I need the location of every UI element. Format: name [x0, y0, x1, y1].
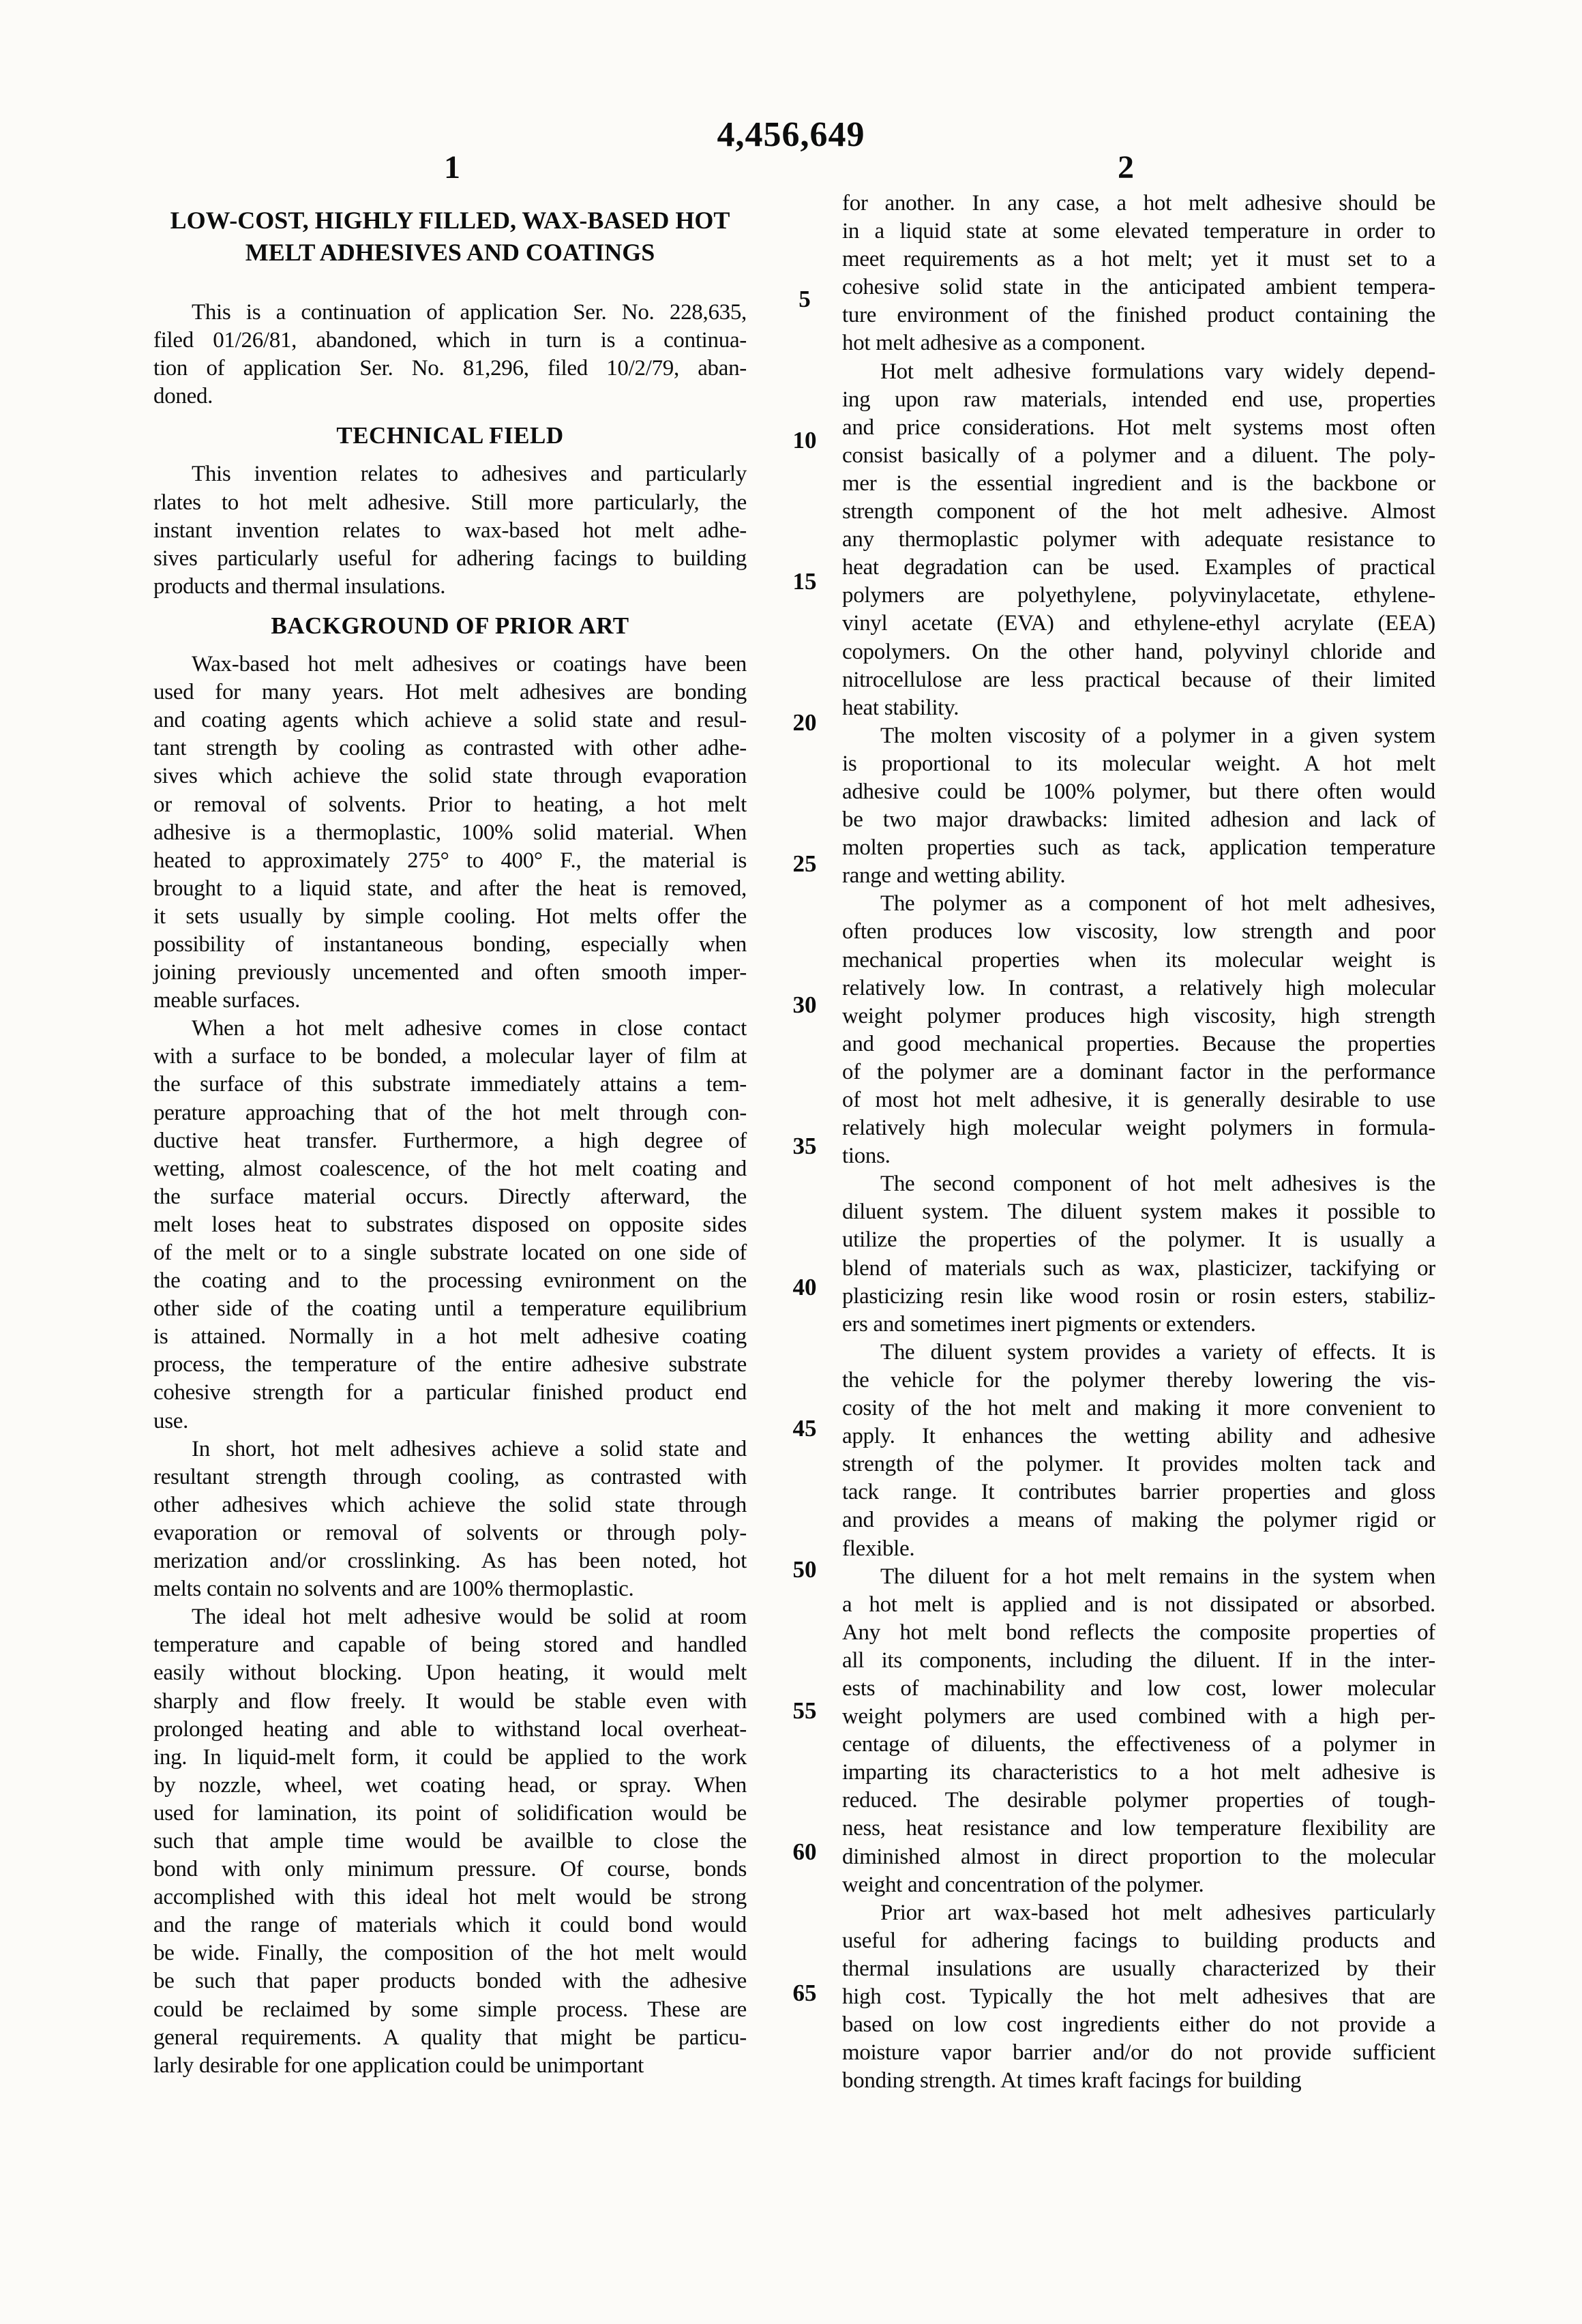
- gutter-line-number: 35: [792, 1133, 817, 1159]
- gutter-line-number: 60: [792, 1838, 817, 1865]
- text-line: This is a continuation of application Ser. No. 228,635,: [192, 300, 747, 325]
- text-line: diminished almost in direct proportion to the molecular: [842, 1844, 1435, 1869]
- text-line: This invention relates to adhesives and particularly: [192, 462, 747, 487]
- invention-title: [153, 205, 747, 269]
- text-line: rlates to hot melt adhesive. Still more particularly, the: [153, 490, 747, 515]
- text-line: heat degradation can be used. Examples of practical: [842, 555, 1435, 580]
- text-line: heat stability.: [842, 695, 959, 720]
- text-line: melt loses heat to substrates disposed on opposite sides: [153, 1212, 747, 1237]
- text-line: sharply and flow freely. It would be stable even with: [153, 1688, 747, 1714]
- text-line: based on low cost ingredients either do not provide a: [842, 2012, 1435, 2038]
- text-line: adhesive is a thermoplastic, 100% solid material. When: [153, 820, 747, 845]
- text-line: tack range. It contributes barrier properties and gloss: [842, 1480, 1435, 1505]
- text-line: used for lamination, its point of solidification would be: [153, 1800, 747, 1826]
- text-line: tions.: [842, 1144, 891, 1169]
- text-line: apply. It enhances the wetting ability and adhesive: [842, 1424, 1435, 1449]
- text-line: and coating agents which achieve a solid state and resul-: [153, 708, 747, 733]
- text-line: molten properties such as tack, application temperature: [842, 835, 1435, 861]
- text-line: tant strength by cooling as contrasted with other adhe-: [153, 736, 747, 761]
- paragraph: [842, 1899, 1435, 2096]
- text-line: prolonged heating and able to withstand local overheat-: [153, 1716, 747, 1742]
- text-line: often produces low viscosity, low strength and poor: [842, 919, 1435, 944]
- text-line: and price considerations. Hot melt systems most often: [842, 415, 1435, 440]
- patent-number: 4,456,649: [717, 115, 865, 154]
- text-line: filed 01/26/81, abandoned, which in turn is a continua-: [153, 328, 747, 353]
- text-line: useful for adhering facings to building products and: [842, 1928, 1435, 1953]
- text-line: other side of the coating until a temperature equilibrium: [153, 1296, 747, 1322]
- text-line: heated to approximately 275° to 400° F., the material is: [153, 848, 747, 873]
- text-line: moisture vapor barrier and/or do not provide sufficient: [842, 2040, 1435, 2066]
- text-line: with a surface to be bonded, a molecular layer of film at: [153, 1044, 747, 1069]
- text-line: ers and sometimes inert pigments or extenders.: [842, 1311, 1256, 1337]
- text-line: sives particularly useful for adhering facings to building: [153, 546, 747, 571]
- gutter-line-number: 50: [792, 1556, 817, 1583]
- text-line: Hot melt adhesive formulations vary widely depend-: [880, 359, 1435, 384]
- text-line: weight and concentration of the polymer.: [842, 1872, 1204, 1897]
- gutter-line-number: 15: [792, 568, 817, 595]
- text-line: other adhesives which achieve the solid state through: [153, 1492, 747, 1517]
- paragraph: [153, 1435, 747, 1604]
- text-line: is proportional to its molecular weight. A hot melt: [842, 751, 1435, 776]
- text-line: products and thermal insulations.: [153, 573, 446, 599]
- section-heading: BACKGROUND OF PRIOR ART: [271, 612, 629, 639]
- text-line: use.: [153, 1408, 189, 1433]
- text-line: copolymers. On the other hand, polyvinyl chloride and: [842, 639, 1435, 664]
- text-line: brought to a liquid state, and after the heat is removed,: [153, 876, 747, 901]
- text-line: The polymer as a component of hot melt adhesives,: [880, 891, 1435, 917]
- left-column: [153, 205, 747, 2080]
- column-2-number: 2: [1118, 149, 1134, 185]
- text-line: meable surfaces.: [153, 988, 301, 1013]
- title-line: MELT ADHESIVES AND COATINGS: [245, 239, 655, 266]
- text-line: the coating and to the processing evnironment on the: [153, 1268, 747, 1294]
- text-line: wetting, almost coalescence, of the hot melt coating and: [153, 1156, 747, 1181]
- gutter-line-number: 20: [792, 709, 817, 736]
- text-line: melts contain no solvents and are 100% thermoplastic.: [153, 1577, 634, 1602]
- text-line: be two major drawbacks: limited adhesion and lack of: [842, 807, 1435, 833]
- text-line: easily without blocking. Upon heating, it would melt: [153, 1660, 747, 1686]
- text-line: utilize the properties of the polymer. It is usually a: [842, 1227, 1435, 1253]
- text-line: be wide. Finally, the composition of the hot melt would: [153, 1941, 747, 1966]
- text-line: hot melt adhesive as a component.: [842, 331, 1146, 356]
- paragraph: [153, 299, 747, 411]
- gutter-line-number: 5: [799, 286, 811, 312]
- text-line: doned.: [153, 384, 213, 409]
- text-line: strength of the polymer. It provides molten tack and: [842, 1452, 1435, 1477]
- text-line: of the polymer are a dominant factor in the performance: [842, 1059, 1435, 1084]
- text-line: is attained. Normally in a hot melt adhesive coating: [153, 1324, 747, 1350]
- gutter-line-number: 45: [792, 1415, 817, 1442]
- text-line: and good mechanical properties. Because the properties: [842, 1031, 1435, 1056]
- text-line: the vehicle for the polymer thereby lowering the vis-: [842, 1367, 1435, 1392]
- text-line: instant invention relates to wax-based hot melt adhe-: [153, 518, 747, 543]
- text-line: cohesive solid state in the anticipated ambient tempera-: [842, 275, 1435, 300]
- text-line: range and wetting ability.: [842, 863, 1066, 889]
- text-line: of the melt or to a single substrate located on one side of: [153, 1240, 747, 1265]
- text-line: The diluent for a hot melt remains in the system when: [880, 1564, 1435, 1589]
- text-line: In short, hot melt adhesives achieve a solid state and: [192, 1436, 747, 1461]
- text-line: joining previously uncemented and often smooth imper-: [153, 960, 747, 985]
- paragraph: [842, 1563, 1435, 1899]
- text-line: in a liquid state at some elevated temperature in order to: [842, 219, 1435, 244]
- text-line: thermal insulations are usually characterized by their: [842, 1956, 1435, 1981]
- paragraph: [153, 460, 747, 600]
- text-line: used for many years. Hot melt adhesives are bonding: [153, 680, 747, 705]
- text-line: larly desirable for one application could be unimportant: [153, 2053, 644, 2078]
- text-line: sives which achieve the solid state through evaporation: [153, 764, 747, 789]
- text-line: all its components, including the diluent. If in the inter-: [842, 1648, 1435, 1673]
- text-line: Prior art wax-based hot melt adhesives particularly: [880, 1900, 1435, 1925]
- text-line: meet requirements as a hot melt; yet it must set to a: [842, 247, 1435, 272]
- text-line: The ideal hot melt adhesive would be solid at room: [192, 1605, 747, 1630]
- right-column: [842, 190, 1435, 2095]
- text-line: ness, heat resistance and low temperature flexibility are: [842, 1816, 1435, 1841]
- column-1-number: 1: [444, 149, 460, 185]
- text-line: weight polymers are used combined with a high per-: [842, 1704, 1435, 1729]
- text-line: mechanical properties when its molecular weight is: [842, 947, 1435, 972]
- text-line: resultant strength through cooling, as contrasted with: [153, 1464, 747, 1489]
- paragraph: [842, 1170, 1435, 1339]
- text-line: for another. In any case, a hot melt adhesive should be: [842, 191, 1435, 215]
- text-line: ductive heat transfer. Furthermore, a high degree of: [153, 1128, 747, 1153]
- text-line: vinyl acetate (EVA) and ethylene-ethyl acrylate (EEA): [842, 611, 1435, 636]
- section-heading: TECHNICAL FIELD: [336, 422, 564, 449]
- paragraph: [842, 190, 1435, 358]
- text-line: process, the temperature of the entire adhesive substrate: [153, 1352, 747, 1377]
- text-line: consist basically of a polymer and a diluent. The poly-: [842, 443, 1435, 468]
- text-line: be such that paper products bonded with the adhesive: [153, 1969, 747, 1994]
- text-line: cosity of the hot melt and making it more convenient to: [842, 1396, 1435, 1421]
- paragraph: [842, 358, 1435, 722]
- text-line: relatively high molecular weight polymers in formula-: [842, 1116, 1435, 1141]
- text-line: possibility of instantaneous bonding, especially when: [153, 932, 747, 957]
- text-line: nitrocellulose are less practical because of their limited: [842, 667, 1435, 692]
- text-line: or removal of solvents. Prior to heating, a hot melt: [153, 792, 747, 817]
- text-line: polymers are polyethylene, polyvinylacetate, ethylene-: [842, 583, 1435, 608]
- text-line: high cost. Typically the hot melt adhesives that are: [842, 1984, 1435, 2009]
- text-line: ing. In liquid-melt form, it could be applied to the work: [153, 1744, 747, 1770]
- paragraph: [842, 1339, 1435, 1563]
- text-line: could be reclaimed by some simple process. These are: [153, 1997, 747, 2022]
- text-line: and the range of materials which it could bond would: [153, 1913, 747, 1938]
- text-line: mer is the essential ingredient and is the backbone or: [842, 471, 1435, 496]
- text-line: reduced. The desirable polymer properties of tough-: [842, 1788, 1435, 1813]
- text-line: general requirements. A quality that might be particu-: [153, 2025, 747, 2050]
- paragraph: [842, 890, 1435, 1170]
- text-line: merization and/or crosslinking. As has been noted, hot: [153, 1549, 747, 1574]
- text-line: evaporation or removal of solvents or through poly-: [153, 1520, 747, 1545]
- text-line: The diluent system provides a variety of effects. It is: [880, 1339, 1435, 1365]
- text-line: it sets usually by simple cooling. Hot melts offer the: [153, 904, 747, 929]
- gutter-line-number: 40: [792, 1274, 817, 1300]
- text-line: any thermoplastic polymer with adequate resistance to: [842, 527, 1435, 552]
- text-line: weight polymer produces high viscosity, high strength: [842, 1003, 1435, 1028]
- gutter-line-number: 25: [792, 850, 817, 877]
- paragraph: [842, 722, 1435, 891]
- text-line: accomplished with this ideal hot melt would be strong: [153, 1885, 747, 1910]
- text-line: plasticizing resin like wood rosin or rosin esters, stabiliz-: [842, 1283, 1435, 1309]
- text-line: imparting its characteristics to a hot melt adhesive is: [842, 1760, 1435, 1785]
- text-line: When a hot melt adhesive comes in close contact: [192, 1016, 747, 1041]
- text-line: the surface of this substrate immediately attains a tem-: [153, 1072, 747, 1097]
- text-line: blend of materials such as wax, plasticizer, tackifying or: [842, 1255, 1435, 1281]
- title-line: LOW-COST, HIGHLY FILLED, WAX-BASED HOT: [170, 207, 730, 234]
- text-line: bonding strength. At times kraft facings for building: [842, 2068, 1302, 2094]
- paragraph: [153, 1603, 747, 2080]
- text-line: the surface material occurs. Directly afterward, the: [153, 1184, 747, 1209]
- gutter-line-number: 30: [792, 992, 817, 1018]
- text-line: by nozzle, wheel, wet coating head, or spray. When: [153, 1772, 747, 1798]
- text-line: bond with only minimum pressure. Of course, bonds: [153, 1857, 747, 1882]
- text-line: a hot melt is applied and is not dissipated or absorbed.: [842, 1592, 1435, 1617]
- gutter-line-number: 65: [792, 1980, 817, 2006]
- text-line: and provides a means of making the polymer rigid or: [842, 1508, 1435, 1533]
- text-line: ests of machinability and low cost, lower molecular: [842, 1675, 1435, 1701]
- paragraph: [153, 651, 747, 1015]
- text-line: tion of application Ser. No. 81,296, filed 10/2/79, aban-: [153, 356, 747, 381]
- text-line: Wax-based hot melt adhesives or coatings have been: [192, 652, 747, 677]
- text-line: cohesive strength for a particular finished product end: [153, 1380, 747, 1405]
- text-line: relatively low. In contrast, a relatively high molecular: [842, 975, 1435, 1000]
- text-line: temperature and capable of being stored and handled: [153, 1633, 747, 1658]
- text-line: strength component of the hot melt adhesive. Almost: [842, 499, 1435, 524]
- text-line: such that ample time would be availble to close the: [153, 1828, 747, 1853]
- text-line: perature approaching that of the hot melt through con-: [153, 1100, 747, 1125]
- text-line: ing upon raw materials, intended end use, properties: [842, 387, 1435, 412]
- text-line: Any hot melt bond reflects the composite properties of: [842, 1620, 1435, 1645]
- gutter-line-number: 10: [792, 427, 817, 453]
- text-line: adhesive could be 100% polymer, but there often would: [842, 779, 1435, 804]
- paragraph: [153, 1015, 747, 1435]
- text-line: of most hot melt adhesive, it is generally desirable to use: [842, 1088, 1435, 1112]
- text-line: centage of diluents, the effectiveness of a polymer in: [842, 1732, 1435, 1757]
- text-line: The molten viscosity of a polymer in a given system: [880, 723, 1435, 748]
- gutter-line-number: 55: [792, 1697, 817, 1724]
- text-line: diluent system. The diluent system makes it possible to: [842, 1200, 1435, 1225]
- text-line: The second component of hot melt adhesives is the: [880, 1172, 1435, 1197]
- text-line: ture environment of the finished product containing the: [842, 303, 1435, 328]
- text-line: flexible.: [842, 1536, 915, 1561]
